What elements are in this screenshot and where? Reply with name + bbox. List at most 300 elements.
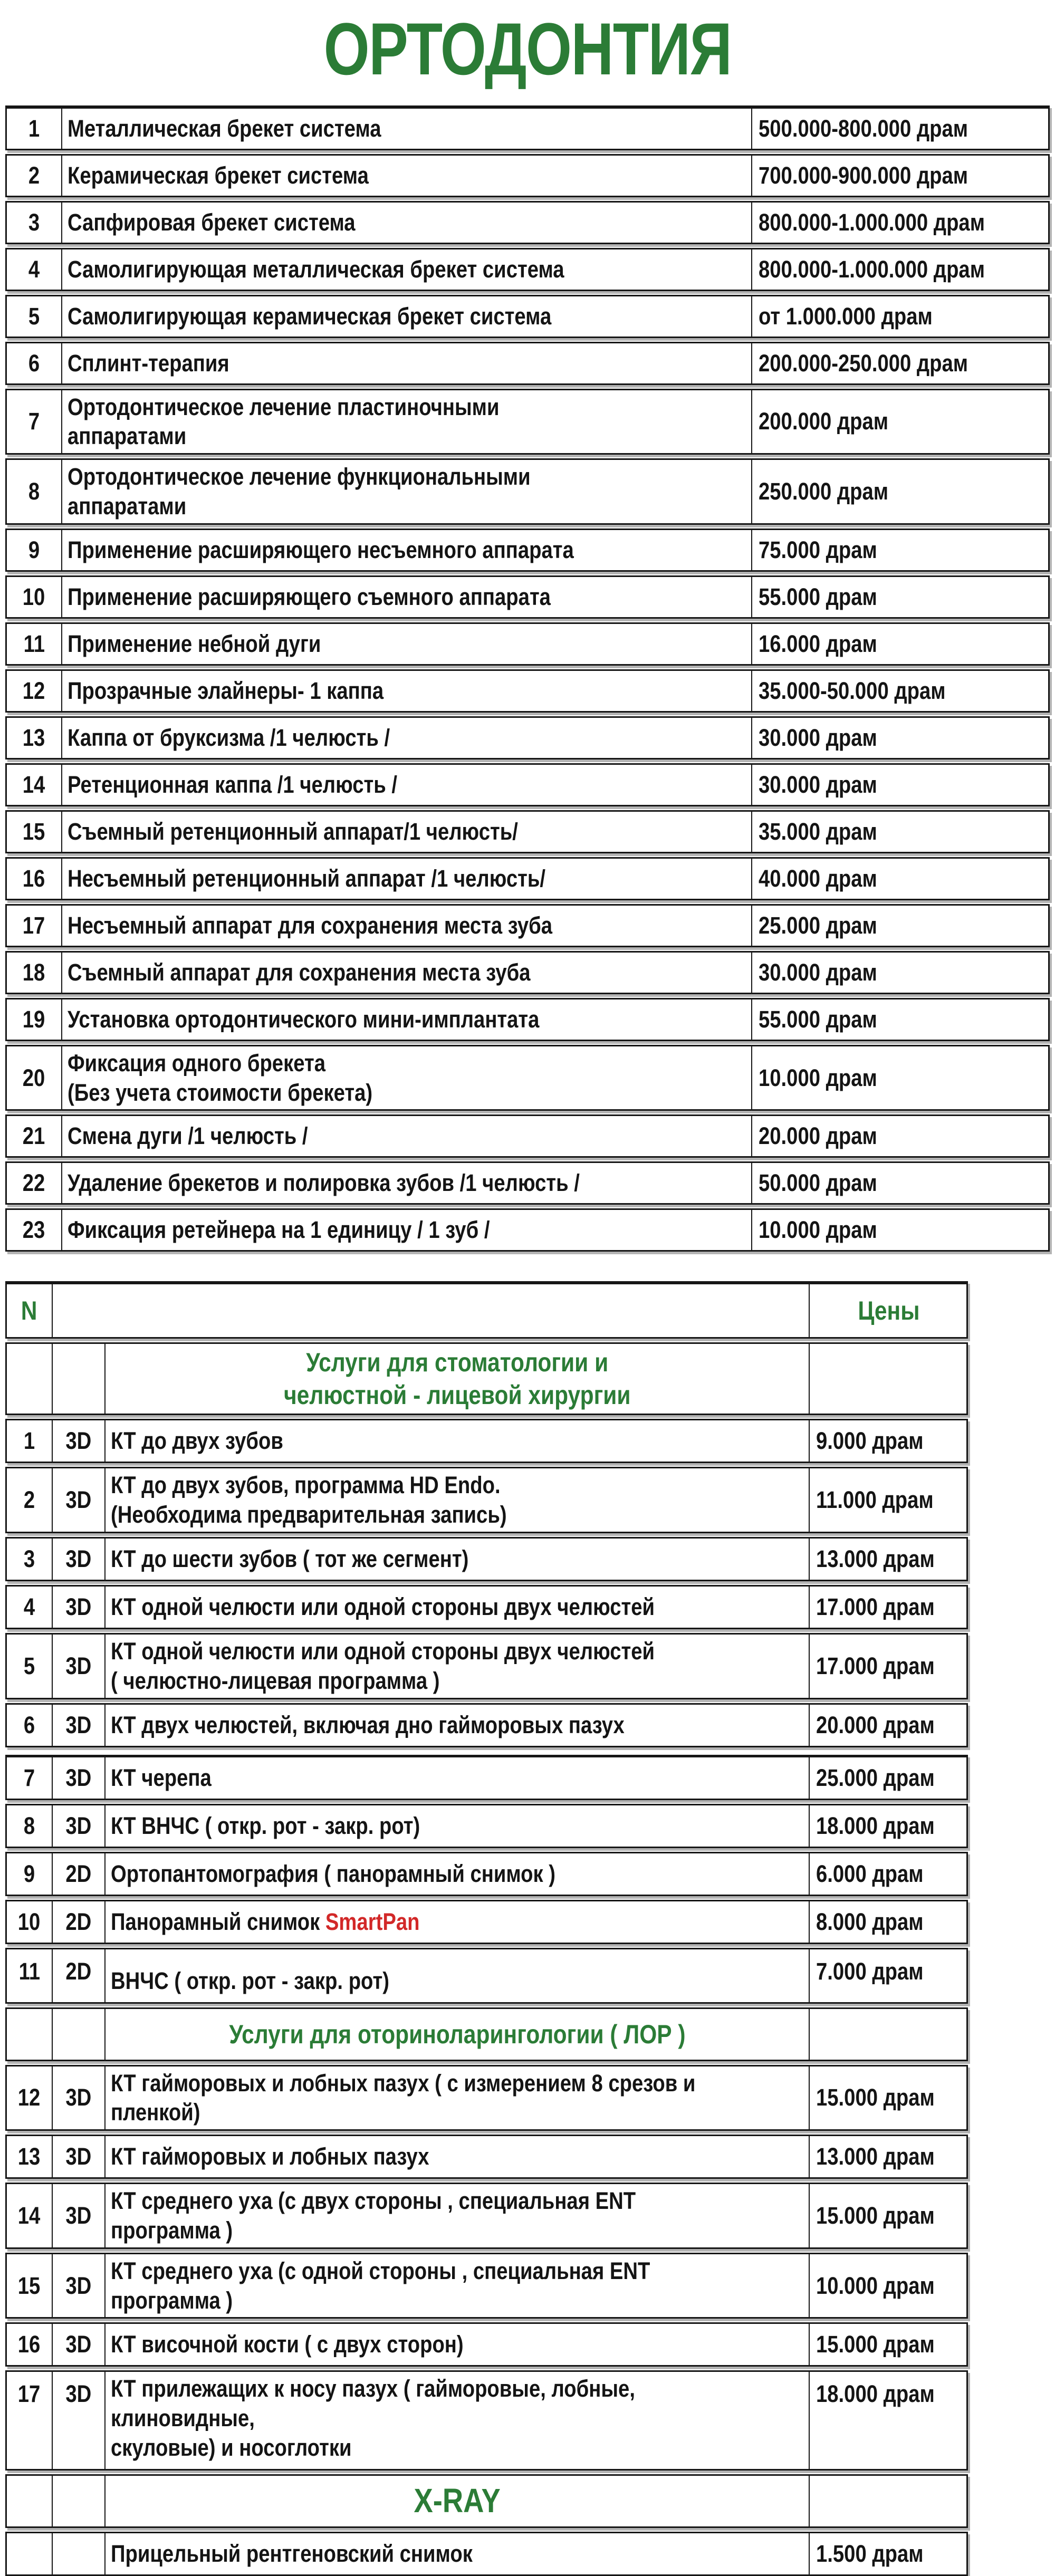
table-row xyxy=(5,716,1050,760)
price-value: 18.000 драм xyxy=(816,2380,935,2408)
table-row xyxy=(5,2183,968,2249)
price-value: 35.000 драм xyxy=(759,818,877,845)
price-cell xyxy=(809,1949,966,2002)
price-value: 6.000 драм xyxy=(816,1860,924,1887)
table-row xyxy=(5,763,1050,806)
service-cell xyxy=(104,2324,809,2365)
price-value: 18.000 драм xyxy=(816,1812,935,1839)
row-number: 17 xyxy=(23,911,45,939)
service-name: Несъемный аппарат для сохранения места зуба xyxy=(68,911,553,939)
row-number: 23 xyxy=(23,1216,45,1244)
price-cell xyxy=(809,2136,966,2177)
row-number-cell xyxy=(7,671,61,711)
service-name: Ретенционная каппа /1 челюсть / xyxy=(68,771,398,798)
row-number-cell xyxy=(7,1635,52,1698)
price-cell xyxy=(809,1705,966,1746)
price-value: 200.000 драм xyxy=(759,408,889,435)
service-cell xyxy=(104,1635,809,1698)
orthodontics-table xyxy=(5,105,1050,1252)
price-cell xyxy=(809,2009,966,2060)
service-cell xyxy=(61,624,751,664)
price-cell xyxy=(809,1635,966,1698)
row-number-cell xyxy=(7,203,61,243)
price-cell xyxy=(809,1901,966,1943)
table-row xyxy=(5,528,1050,572)
scan-type: 2D xyxy=(65,1908,92,1935)
row-number-cell xyxy=(7,2324,52,2365)
scan-type: 3D xyxy=(65,2331,92,2358)
scan-type: 2D xyxy=(65,1860,92,1887)
price-cell xyxy=(751,1210,1048,1250)
price-cell xyxy=(751,156,1048,196)
price-value: 25.000 драм xyxy=(816,1764,935,1791)
row-number: 14 xyxy=(18,2202,41,2229)
row-number: 5 xyxy=(23,1652,35,1679)
table-row xyxy=(5,998,1050,1041)
service-cell xyxy=(61,1210,751,1250)
price-value: 10.000 драм xyxy=(759,1064,877,1091)
table-row xyxy=(5,154,1050,197)
row-number-cell xyxy=(7,2184,52,2247)
price-value: 500.000-800.000 драм xyxy=(759,114,968,142)
price-cell xyxy=(809,1757,966,1799)
table-row xyxy=(5,105,1050,150)
table-row xyxy=(5,1585,968,1629)
row-number-cell xyxy=(7,156,61,196)
row-number: 7 xyxy=(23,1764,35,1791)
row-number: 21 xyxy=(23,1122,45,1150)
row-number: 18 xyxy=(23,958,45,986)
scan-type: 3D xyxy=(65,1593,92,1621)
service-name: Панорамный снимок SmartPan xyxy=(111,1908,420,1935)
price-value: 8.000 драм xyxy=(816,1908,924,1935)
table-row xyxy=(5,1703,968,1747)
price-cell xyxy=(751,1046,1048,1110)
row-number: 1 xyxy=(28,114,40,142)
scan-type-cell xyxy=(52,2184,104,2247)
row-number-cell xyxy=(7,1468,52,1532)
service-name: Применение небной дуги xyxy=(68,630,321,657)
scan-type-cell xyxy=(52,1757,104,1799)
empty-header-cell xyxy=(52,1284,809,1337)
price-header-cell xyxy=(809,1284,966,1337)
service-name: КТ прилежащих к носу пазух ( гайморовые, лобные, клиновидные, скуловые) и носоглотки xyxy=(111,2375,635,2461)
row-number: 10 xyxy=(23,583,45,610)
service-name: КТ до двух зубов, программа HD Endo. (Необходима предварительная запись) xyxy=(111,1472,507,1529)
row-number: 15 xyxy=(23,818,45,845)
scan-type: 3D xyxy=(65,1545,92,1573)
service-name: КТ гайморовых и лобных пазух xyxy=(111,2143,429,2170)
service-name: КТ до двух зубов xyxy=(111,1427,283,1455)
row-number-cell xyxy=(7,1420,52,1462)
row-number-cell xyxy=(7,1901,52,1943)
service-name: Сплинт-терапия xyxy=(68,349,229,377)
row-number-cell xyxy=(7,2372,52,2468)
price-value: 250.000 драм xyxy=(759,478,889,505)
service-cell xyxy=(61,249,751,290)
row-number-cell xyxy=(7,1705,52,1746)
row-number: 4 xyxy=(23,1593,35,1621)
scan-type: 3D xyxy=(65,1764,92,1791)
price-value: 16.000 драм xyxy=(759,630,877,657)
row-number: 9 xyxy=(28,536,40,563)
table-row xyxy=(5,2253,968,2319)
table-row xyxy=(5,1419,968,1463)
header-row xyxy=(5,1281,968,1339)
row-number-cell xyxy=(7,1046,61,1110)
service-cell xyxy=(104,1757,809,1799)
table-row xyxy=(5,1755,968,1800)
service-name: КТ гайморовых и лобных пазух ( с измерением 8 срезов и пленкой) xyxy=(111,2069,696,2126)
table-row xyxy=(5,201,1050,244)
table-row xyxy=(5,342,1050,385)
service-cell xyxy=(104,2254,809,2318)
row-number: 9 xyxy=(23,1860,35,1887)
price-cell xyxy=(751,530,1048,570)
service-name: КТ височной кости ( с двух сторон) xyxy=(111,2331,464,2358)
price-cell xyxy=(809,1420,966,1462)
row-number-cell xyxy=(7,343,61,383)
service-cell xyxy=(61,906,751,946)
price-value: 200.000-250.000 драм xyxy=(759,349,968,377)
row-number-cell xyxy=(7,1539,52,1580)
service-cell xyxy=(61,530,751,570)
scan-type-cell xyxy=(52,1635,104,1698)
price-value: от 1.000.000 драм xyxy=(759,302,933,330)
row-number-cell xyxy=(7,999,61,1040)
row-number: 13 xyxy=(18,2143,41,2170)
number-header-cell xyxy=(7,1284,52,1337)
row-number-cell xyxy=(7,1587,52,1628)
row-number: 2 xyxy=(23,1486,35,1514)
row-number: 20 xyxy=(23,1064,45,1091)
price-cell xyxy=(809,2533,966,2574)
scan-type-cell xyxy=(52,1420,104,1462)
section-row xyxy=(5,2007,968,2061)
scan-type: 3D xyxy=(65,1711,92,1738)
price-cell xyxy=(751,343,1048,383)
service-cell xyxy=(61,765,751,805)
table-row xyxy=(5,295,1050,338)
row-number: 19 xyxy=(23,1005,45,1033)
service-cell xyxy=(61,460,751,523)
row-number-cell xyxy=(7,1805,52,1847)
table-row xyxy=(5,1948,968,2004)
page-title xyxy=(0,3,1055,95)
price-value: 13.000 драм xyxy=(816,1545,935,1573)
scan-type-cell xyxy=(52,2533,104,2574)
price-cell xyxy=(809,2324,966,2365)
service-name: Самолигирующая металлическая брекет система xyxy=(68,255,564,283)
row-number-cell xyxy=(7,1163,61,1203)
service-name: Установка ортодонтического мини-имплантата xyxy=(68,1005,540,1033)
price-value: 10.000 драм xyxy=(759,1216,877,1244)
scan-type-cell xyxy=(52,1539,104,1580)
price-cell xyxy=(809,1853,966,1895)
price-cell xyxy=(751,390,1048,454)
row-number: 1 xyxy=(23,1427,35,1455)
row-number-cell xyxy=(7,1949,52,2002)
service-name: КТ до шести зубов ( тот же сегмент) xyxy=(111,1545,469,1573)
service-name: Самолигирующая керамическая брекет система xyxy=(68,302,552,330)
service-cell xyxy=(104,1539,809,1580)
table-row xyxy=(5,575,1050,619)
table-row xyxy=(5,2370,968,2470)
row-number-cell xyxy=(7,2009,52,2060)
price-value: 25.000 драм xyxy=(759,911,877,939)
price-cell xyxy=(809,1344,966,1414)
scan-type-cell xyxy=(52,1805,104,1847)
price-value: 50.000 драм xyxy=(759,1169,877,1197)
price-cell xyxy=(751,671,1048,711)
scan-type: 3D xyxy=(65,2143,92,2170)
service-cell xyxy=(104,1901,809,1943)
table-row xyxy=(5,1161,1050,1205)
price-value: 30.000 драм xyxy=(759,958,877,986)
service-name: Съемный ретенционный аппарат/1 челюсть/ xyxy=(68,818,518,845)
section-title-cell xyxy=(104,2009,809,2060)
price-value: 800.000-1.000.000 драм xyxy=(759,208,985,236)
table-row xyxy=(5,1900,968,1944)
price-cell xyxy=(809,1539,966,1580)
section-row xyxy=(5,1342,968,1415)
table-row xyxy=(5,2065,968,2131)
row-number: 11 xyxy=(18,1957,40,1985)
row-number: 8 xyxy=(28,478,40,505)
price-value: 75.000 драм xyxy=(759,536,877,563)
service-name: ВНЧС ( откр. рот - закр. рот) xyxy=(111,1967,389,1994)
scan-type-cell xyxy=(52,1344,104,1414)
price-value: 17.000 драм xyxy=(816,1652,935,1679)
scan-type-cell xyxy=(52,1468,104,1532)
price-cell xyxy=(751,718,1048,758)
row-number: 12 xyxy=(23,677,45,704)
service-name: Каппа от бруксизма /1 челюсть / xyxy=(68,724,390,751)
price-value: 7.000 драм xyxy=(816,1957,924,1985)
row-number-cell xyxy=(7,859,61,899)
row-number: 10 xyxy=(18,1908,41,1935)
price-value: 11.000 драм xyxy=(816,1486,934,1514)
row-number-cell xyxy=(7,2066,52,2130)
service-name: Несъемный ретенционный аппарат /1 челюсть/ xyxy=(68,864,546,892)
row-number-cell xyxy=(7,1757,52,1799)
table-row xyxy=(5,2135,968,2179)
price-value: 55.000 драм xyxy=(759,583,877,610)
row-number: 16 xyxy=(18,2331,41,2358)
service-cell xyxy=(61,1046,751,1110)
row-number: 12 xyxy=(18,2084,41,2111)
price-value: 17.000 драм xyxy=(816,1593,935,1621)
table-row xyxy=(5,248,1050,291)
price-cell xyxy=(751,765,1048,805)
service-cell xyxy=(61,671,751,711)
row-number-cell xyxy=(7,812,61,852)
row-number-cell xyxy=(7,2136,52,2177)
service-name: КТ одной челюсти или одной стороны двух челюстей xyxy=(111,1593,655,1621)
service-name: Керамическая брекет система xyxy=(68,161,369,189)
service-name: КТ черепа xyxy=(111,1764,212,1791)
scan-type-cell xyxy=(52,2136,104,2177)
scan-type-cell xyxy=(52,2476,104,2526)
service-cell xyxy=(61,718,751,758)
table-row xyxy=(5,1045,1050,1111)
row-number-cell xyxy=(7,296,61,337)
table-row xyxy=(5,1633,968,1699)
row-number-cell xyxy=(7,249,61,290)
table-row xyxy=(5,622,1050,666)
price-cell xyxy=(751,999,1048,1040)
service-name: Прицельный рентгеновский снимок xyxy=(111,2540,473,2567)
price-cell xyxy=(809,1468,966,1532)
price-value: 15.000 драм xyxy=(816,2331,935,2358)
service-cell xyxy=(61,999,751,1040)
row-number: 22 xyxy=(23,1169,45,1197)
scan-type: 3D xyxy=(65,1486,92,1514)
service-cell xyxy=(61,156,751,196)
row-number: 11 xyxy=(23,630,45,657)
row-number-cell xyxy=(7,109,61,149)
price-value: 700.000-900.000 драм xyxy=(759,161,968,189)
scan-type-cell xyxy=(52,2372,104,2468)
price-cell xyxy=(751,906,1048,946)
price-value: 30.000 драм xyxy=(759,771,877,798)
service-cell xyxy=(61,1163,751,1203)
service-cell xyxy=(61,203,751,243)
price-cell xyxy=(809,1805,966,1847)
scan-type: 3D xyxy=(65,2272,92,2299)
row-number-cell xyxy=(7,906,61,946)
section-row xyxy=(5,2474,968,2528)
table-row xyxy=(5,458,1050,525)
scan-type: 3D xyxy=(65,2380,92,2408)
price-cell xyxy=(751,953,1048,993)
service-cell xyxy=(61,343,751,383)
price-cell xyxy=(809,1587,966,1628)
price-cell xyxy=(809,2372,966,2468)
service-cell xyxy=(61,390,751,454)
row-number: 8 xyxy=(23,1812,35,1839)
row-number-cell xyxy=(7,2533,52,2574)
price-cell xyxy=(751,577,1048,617)
price-cell xyxy=(751,624,1048,664)
service-name: Сапфировая брекет система xyxy=(68,208,356,236)
price-cell xyxy=(751,859,1048,899)
price-cell xyxy=(751,296,1048,337)
service-cell xyxy=(104,1587,809,1628)
table-row xyxy=(5,810,1050,853)
price-cell xyxy=(809,2476,966,2526)
service-name: Ортодонтическое лечение пластиночными аппаратами xyxy=(68,393,500,450)
table-row xyxy=(5,2322,968,2367)
price-cell xyxy=(809,2254,966,2318)
table-row xyxy=(5,951,1050,994)
row-number-cell xyxy=(7,1116,61,1156)
service-cell xyxy=(61,953,751,993)
service-name: КТ среднего уха (с одной стороны , специальная ENT программа ) xyxy=(111,2257,650,2314)
scan-type-cell xyxy=(52,1705,104,1746)
service-cell xyxy=(61,812,751,852)
row-number: 6 xyxy=(28,349,40,377)
row-number-cell xyxy=(7,577,61,617)
row-number: 3 xyxy=(28,208,40,236)
table-row xyxy=(5,1114,1050,1158)
row-number: 2 xyxy=(28,161,40,189)
price-cell xyxy=(809,2184,966,2247)
price-value: 35.000-50.000 драм xyxy=(759,677,946,704)
row-number-cell xyxy=(7,1853,52,1895)
service-name: Фиксация ретейнера на 1 единицу / 1 зуб / xyxy=(68,1216,490,1244)
scan-type-cell xyxy=(52,1949,104,2002)
scan-type-cell xyxy=(52,1587,104,1628)
section-title-cell xyxy=(104,2476,809,2526)
scan-type-cell xyxy=(52,2066,104,2130)
service-cell xyxy=(104,2136,809,2177)
price-value: 40.000 драм xyxy=(759,864,877,892)
row-number: 7 xyxy=(28,408,40,435)
service-cell xyxy=(104,1705,809,1746)
row-number: 13 xyxy=(23,724,45,751)
scan-type: 3D xyxy=(65,2202,92,2229)
service-cell xyxy=(104,1420,809,1462)
service-name: КТ двух челюстей, включая дно гайморовых пазух xyxy=(111,1711,625,1738)
price-cell xyxy=(751,203,1048,243)
row-number-cell xyxy=(7,1210,61,1250)
scan-type-cell xyxy=(52,1853,104,1895)
service-name: Металлическая брекет система xyxy=(68,114,381,142)
service-name: Прозрачные элайнеры- 1 каппа xyxy=(68,677,384,704)
row-number-cell xyxy=(7,765,61,805)
price-cell xyxy=(751,812,1048,852)
price-value: 20.000 драм xyxy=(816,1711,935,1738)
price-value: 20.000 драм xyxy=(759,1122,877,1150)
row-number: 15 xyxy=(18,2272,41,2299)
service-name: Ортопантомография ( панорамный снимок ) xyxy=(111,1860,556,1887)
service-name: Фиксация одного брекета (Без учета стоимости брекета) xyxy=(68,1049,373,1106)
table-row xyxy=(5,2532,968,2576)
price-cell xyxy=(751,249,1048,290)
scan-type: 2D xyxy=(65,1957,92,1985)
service-cell xyxy=(104,2066,809,2130)
table-row xyxy=(5,857,1050,900)
table-row xyxy=(5,389,1050,455)
service-name: Ортодонтическое лечение функциональными аппаратами xyxy=(68,463,531,520)
service-name: Удаление брекетов и полировка зубов /1 челюсть / xyxy=(68,1169,580,1197)
price-cell xyxy=(751,1116,1048,1156)
price-value: 10.000 драм xyxy=(816,2272,935,2299)
row-number: 5 xyxy=(28,302,40,330)
row-number-cell xyxy=(7,2476,52,2526)
row-number-cell xyxy=(7,2254,52,2318)
price-value: 15.000 драм xyxy=(816,2202,935,2229)
service-name: КТ ВНЧС ( откр. рот - закр. рот) xyxy=(111,1812,420,1839)
price-cell xyxy=(751,460,1048,523)
service-cell xyxy=(61,1116,751,1156)
service-cell xyxy=(61,577,751,617)
scan-type-cell xyxy=(52,2009,104,2060)
service-name: Съемный аппарат для сохранения места зуба xyxy=(68,958,531,986)
row-number: 4 xyxy=(28,255,40,283)
row-number-cell xyxy=(7,390,61,454)
section-title-cell xyxy=(104,1344,809,1414)
price-value: 55.000 драм xyxy=(759,1005,877,1033)
price-value: 13.000 драм xyxy=(816,2143,935,2170)
scan-type: 3D xyxy=(65,1812,92,1839)
row-number: 17 xyxy=(18,2380,41,2408)
table-row xyxy=(5,1467,968,1533)
service-cell xyxy=(104,1949,809,2002)
row-number-cell xyxy=(7,718,61,758)
service-cell xyxy=(61,859,751,899)
